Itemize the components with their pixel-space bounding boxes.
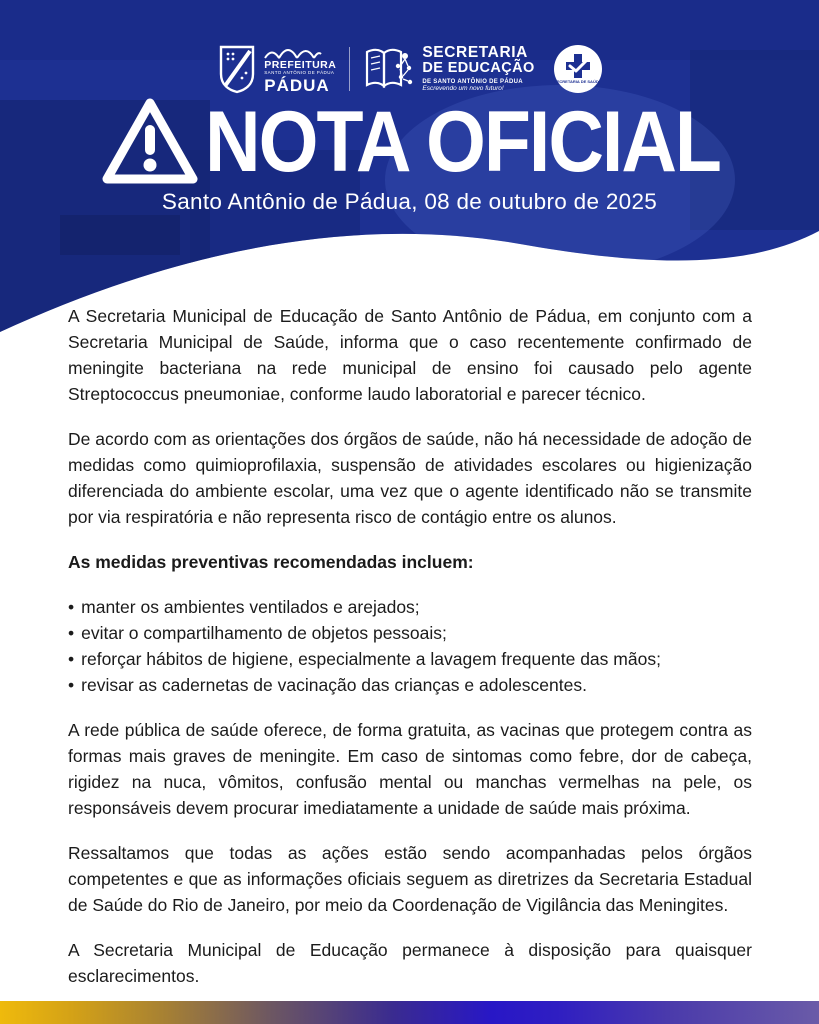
bridge-icon [264,45,322,59]
paragraph-5: Ressaltamos que todas as ações estão sendo acompanhadas pelos órgãos competentes e que as informações oficiais seguem as diretrizes da Secretaria Estadual de Saúde do Rio de Janeiro, por meio da Coordenação de Vigilância das Meningites. [68,843,752,915]
educacao-line1: SECRETARIA [422,44,528,62]
paragraph-4: A rede pública de saúde oferece, de forma gratuita, as vacinas que protegem contra as formas mais graves de meningite. Em caso de sintomas como febre, dor de cabeça, rigidez na nuca, vômitos, confusão mental ou manchas vermelhas na pele, os responsáveis devem procurar imediatamente a unidade de saúde mais próxima. [68,720,752,818]
list-item: • revisar as cadernetas de vacinação das crianças e adolescentes. [68,672,752,698]
educacao-text [422,45,534,93]
prefeitura-subname: SANTO ANTÔNIO DE PÁDUA [264,70,335,75]
prefeitura-logo [217,44,336,94]
open-book-icon [363,44,415,94]
footer-gradient-bar [0,1001,819,1024]
note-body [68,303,752,1008]
educacao-line2: DE EDUCAÇÃO [422,60,535,77]
coat-of-arms-icon [217,44,257,94]
page-title: NOTA OFICIAL [205,93,720,190]
paragraph-2: De acordo com as orientações dos órgãos de saúde, não há necessidade de adoção de medidas como quimioprofilaxia, suspensão de atividades escolares ou higienização diferenciada do ambiente escolar, uma vez que o agente identificado não se transmite por via respiratória e não representa risco de contágio entre os alunos. [68,429,752,527]
paragraph-1: A Secretaria Municipal de Educação de Santo Antônio de Pádua, em conjunto com a Secretaria Municipal de Saúde, informa que o caso recentemente confirmado de meningite bacteriana na rede municipal de ensino foi causado pelo agente Streptococcus pneumoniae, conforme laudo laboratorial e parecer técnico. [68,306,752,404]
logo-divider [349,47,350,91]
measures-list [68,594,752,698]
saude-logo [554,45,602,93]
educacao-logo [363,44,534,94]
header-logos [0,38,819,100]
measures-heading: As medidas preventivas recomendadas incluem: [68,552,474,572]
title-row [0,94,819,190]
prefeitura-city: PÁDUA [264,75,330,95]
list-item: • evitar o compartilhamento de objetos pessoais; [68,620,752,646]
educacao-line4: Escrevendo um novo futuro! [422,84,504,92]
dateline: Santo Antônio de Pádua, 08 de outubro de 2025 [161,189,658,214]
paragraph-6: A Secretaria Municipal de Educação permanece à disposição para quaisquer esclarecimentos. [68,940,752,986]
prefeitura-name: PREFEITURA [264,58,337,71]
educacao-line3: DE SANTO ANTÔNIO DE PÁDUA [422,78,523,85]
list-item: • manter os ambientes ventilados e arejados; [68,594,752,620]
list-item: • reforçar hábitos de higiene, especialmente a lavagem frequente das mãos; [68,646,752,672]
health-cross-icon [565,53,591,79]
prefeitura-text [264,45,336,94]
saude-label: SECRETARIA DE SAÚDE [554,79,602,85]
warning-triangle-icon [99,94,201,190]
